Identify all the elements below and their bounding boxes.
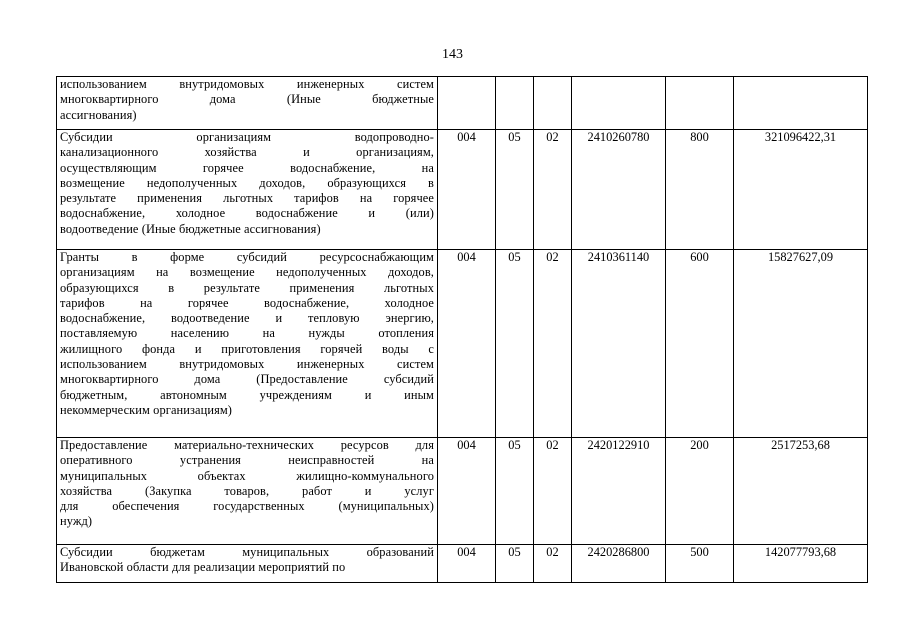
table-row — [57, 545, 868, 583]
expense-description-cell — [57, 438, 438, 545]
target-article-cell: 2420286800 — [572, 545, 666, 583]
description-line: водоснабжение, водоотведение и тепловую энергию, — [60, 311, 434, 326]
description-line: муниципальных объектах жилищно-коммунального — [60, 468, 434, 483]
target-article-cell: 2410260780 — [572, 130, 666, 250]
expense-type-cell: 200 — [666, 438, 734, 545]
amount-cell: 2517253,68 — [734, 438, 868, 545]
description-line: многоквартирного дома (Иные бюджетные — [60, 92, 434, 107]
description-line: использованием внутридомовых инженерных систем — [60, 357, 434, 372]
table-row — [57, 250, 868, 438]
amount-cell: 15827627,09 — [734, 250, 868, 438]
description-line: Ивановской области для реализации мероприятий по — [60, 560, 346, 575]
ministry-code-cell: 004 — [438, 438, 496, 545]
description-line: ассигнования) — [60, 107, 137, 122]
description-line: хозяйства (Закупка товаров, работ и услуг — [60, 483, 434, 498]
amount-cell: 321096422,31 — [734, 130, 868, 250]
description-line: организациям на возмещение недополученных доходов, — [60, 265, 434, 280]
subsection-code-cell: 02 — [534, 250, 572, 438]
description-line: Субсидии бюджетам муниципальных образований — [60, 545, 434, 559]
table-row — [57, 130, 868, 250]
section-code-cell: 05 — [496, 545, 534, 583]
description-line: водоотведение (Иные бюджетные ассигнования) — [60, 221, 321, 236]
table-row — [57, 77, 868, 130]
expense-type-cell — [666, 77, 734, 130]
description-line: поставляемую населению на нужды отопления — [60, 326, 434, 341]
section-code-cell: 05 — [496, 250, 534, 438]
expense-description-cell — [57, 545, 438, 583]
subsection-code-cell: 02 — [534, 438, 572, 545]
description-line: Гранты в форме субсидий ресурсоснабжающим — [60, 250, 434, 264]
expense-description-cell — [57, 250, 438, 438]
target-article-cell — [572, 77, 666, 130]
subsection-code-cell: 02 — [534, 545, 572, 583]
section-code-cell: 05 — [496, 130, 534, 250]
description-line: для обеспечения государственных (муниципальных) — [60, 499, 434, 514]
target-article-cell: 2420122910 — [572, 438, 666, 545]
expense-type-cell: 600 — [666, 250, 734, 438]
expense-type-cell: 800 — [666, 130, 734, 250]
table-row — [57, 438, 868, 545]
ministry-code-cell: 004 — [438, 545, 496, 583]
description-line: канализационного хозяйства и организациям, — [60, 145, 434, 160]
description-line: тарифов на горячее водоснабжение, холодное — [60, 295, 434, 310]
amount-cell — [734, 77, 868, 130]
description-line: результате применения льготных тарифов на горячее — [60, 191, 434, 206]
ministry-code-cell: 004 — [438, 250, 496, 438]
expense-description-cell — [57, 77, 438, 130]
description-line: бюджетным, автономным учреждениям и иным — [60, 387, 434, 402]
expense-type-cell: 500 — [666, 545, 734, 583]
ministry-code-cell — [438, 77, 496, 130]
subsection-code-cell — [534, 77, 572, 130]
description-line: Предоставление материально-технических ресурсов для — [60, 438, 434, 452]
description-line: возмещение недополученных доходов, образующихся в — [60, 175, 434, 190]
description-line: образующихся в результате применения льготных — [60, 280, 434, 295]
budget-table-body — [57, 77, 868, 583]
description-line: использованием внутридомовых инженерных систем — [60, 77, 434, 91]
description-line: водоснабжение, холодное водоснабжение и (или) — [60, 206, 434, 221]
ministry-code-cell: 004 — [438, 130, 496, 250]
description-line: некоммерческим организациям) — [60, 402, 233, 417]
description-line: оперативного устранения неисправностей на — [60, 453, 434, 468]
description-line: жилищного фонда и приготовления горячей воды с — [60, 341, 434, 356]
amount-cell: 142077793,68 — [734, 545, 868, 583]
expense-description-cell — [57, 130, 438, 250]
budget-table — [56, 76, 868, 583]
description-line: Субсидии организациям водопроводно- — [60, 130, 434, 144]
description-line: нужд) — [60, 514, 93, 529]
description-line: осуществляющим горячее водоснабжение, на — [60, 160, 434, 175]
subsection-code-cell: 02 — [534, 130, 572, 250]
section-code-cell: 05 — [496, 438, 534, 545]
section-code-cell — [496, 77, 534, 130]
page-number: 143 — [442, 47, 463, 62]
target-article-cell: 2410361140 — [572, 250, 666, 438]
description-line: многоквартирного дома (Предоставление субсидий — [60, 372, 434, 387]
